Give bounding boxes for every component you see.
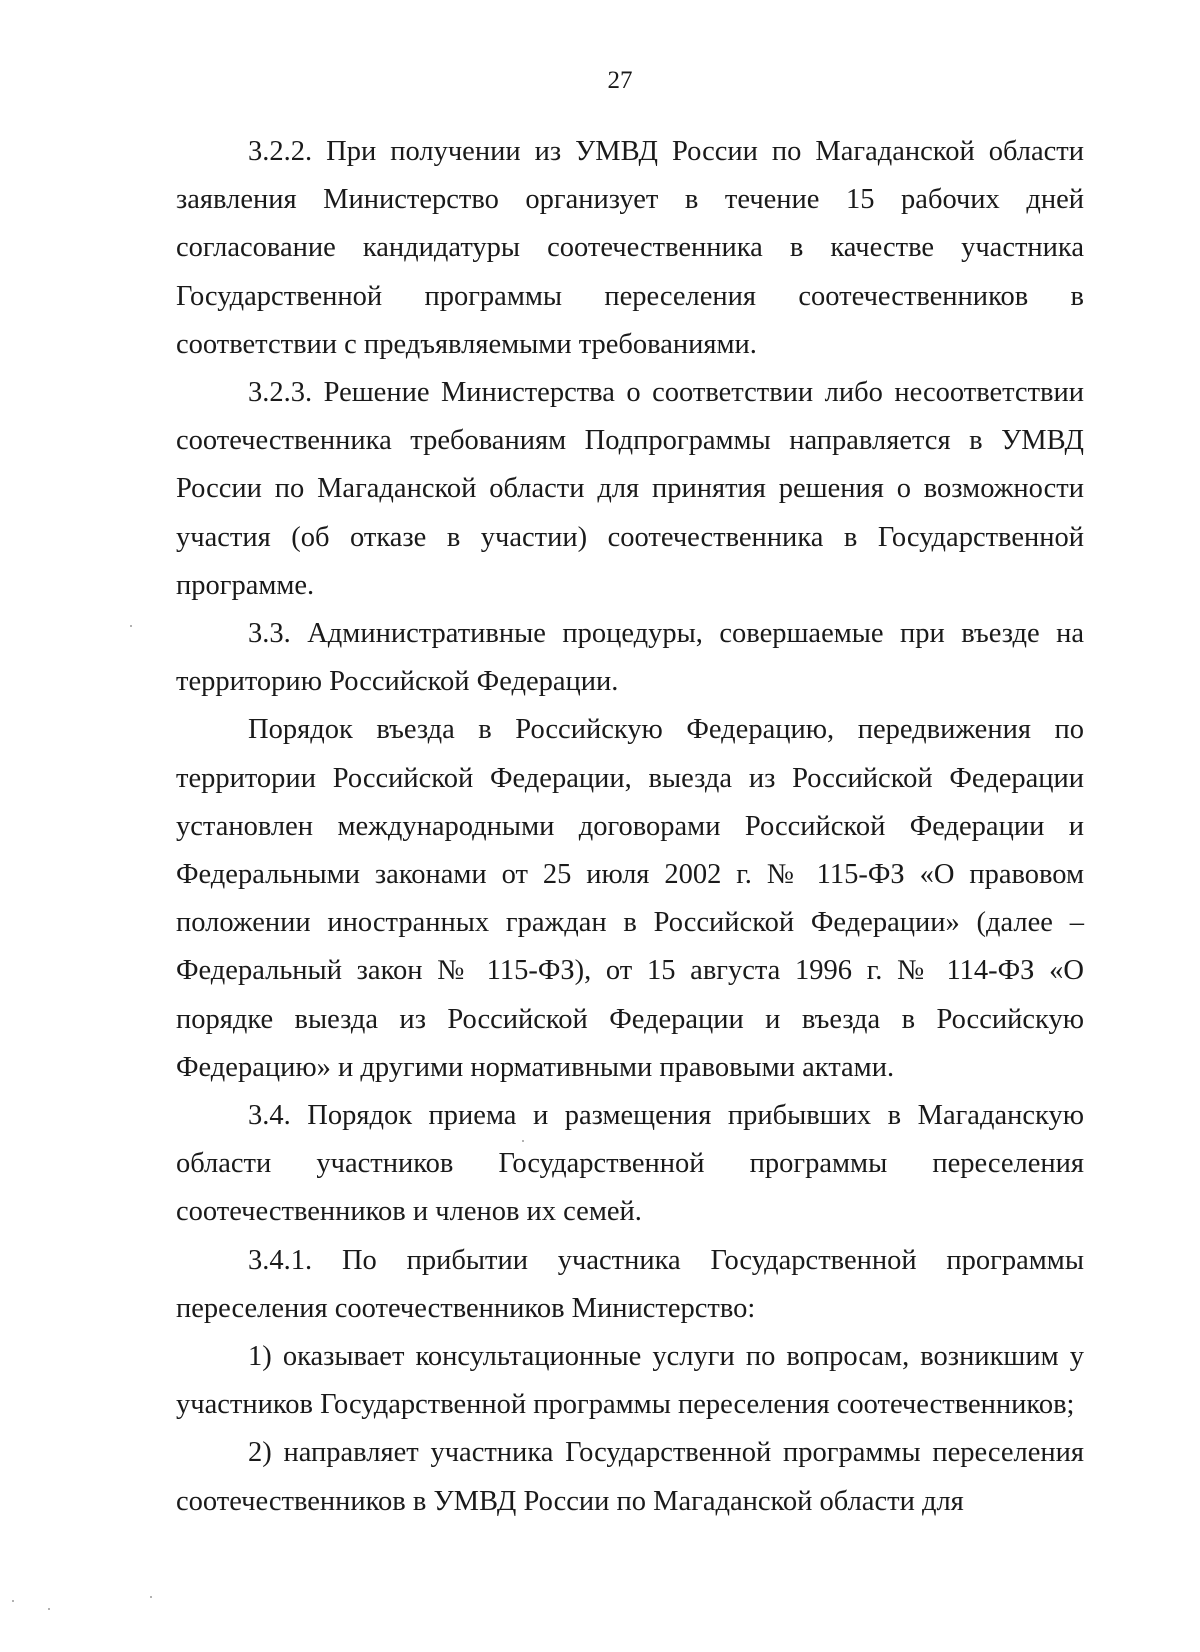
paragraph-3-3: 3.3. Административные процедуры, совершаемые при въезде на территорию Российской Федерации. [176,618,1084,698]
paragraph-3-4: 3.4. Порядок приема и размещения прибывших в Магаданскую области участников Государственной программы переселения соотечественников и членов их семей. [176,1100,1084,1228]
paragraph-3-4-1: 3.4.1. По прибытии участника Государственной программы переселения соотечественников Министерство: [176,1244,1084,1324]
list-item-2: 2) направляет участника Государственной программы переселения соотечественников в УМВД России по Магаданской области для [176,1437,1084,1517]
page-number: 27 [607,67,633,94]
scan-speck [130,625,132,627]
paragraph-entry-procedure: Порядок въезда в Российскую Федерацию, передвижения по территории Российской Федерации, выезда из Российской Федерации установлен международными договорами Российской Федерации и Федеральными законами от 25 июля 2002 г. № 115-ФЗ «О правовом положении иностранных граждан в Российской Федерации» (далее – Федеральный закон № 115-ФЗ), от 15 августа 1996 г. № 114-ФЗ «О порядке выезда из Российской Федерации и въезда в Российскую Федерацию» и другими нормативными правовыми актами. [176,714,1084,1083]
document-body [176,128,1084,1526]
scan-speck [48,1608,50,1610]
paragraph-3-2-3: 3.2.3. Решение Министерства о соответствии либо несоответствии соотечественника требованиям Подпрограммы направляется в УМВД России по Магаданской области для принятия решения о возможности участия (об отказе в участии) соотечественника в Государственной программе. [176,377,1084,601]
list-item-1: 1) оказывает консультационные услуги по вопросам, возникшим у участников Государственной программы переселения соотечественников; [176,1341,1084,1421]
scan-speck [522,1140,524,1142]
scan-speck [12,1600,14,1602]
scan-speck [150,1596,152,1598]
paragraph-3-2-2: 3.2.2. При получении из УМВД России по Магаданской области заявления Министерство организует в течение 15 рабочих дней согласование кандидатуры соотечественника в качестве участника Государственной программы переселения соотечественников в соответствии с предъявляемыми требованиями. [176,136,1084,360]
